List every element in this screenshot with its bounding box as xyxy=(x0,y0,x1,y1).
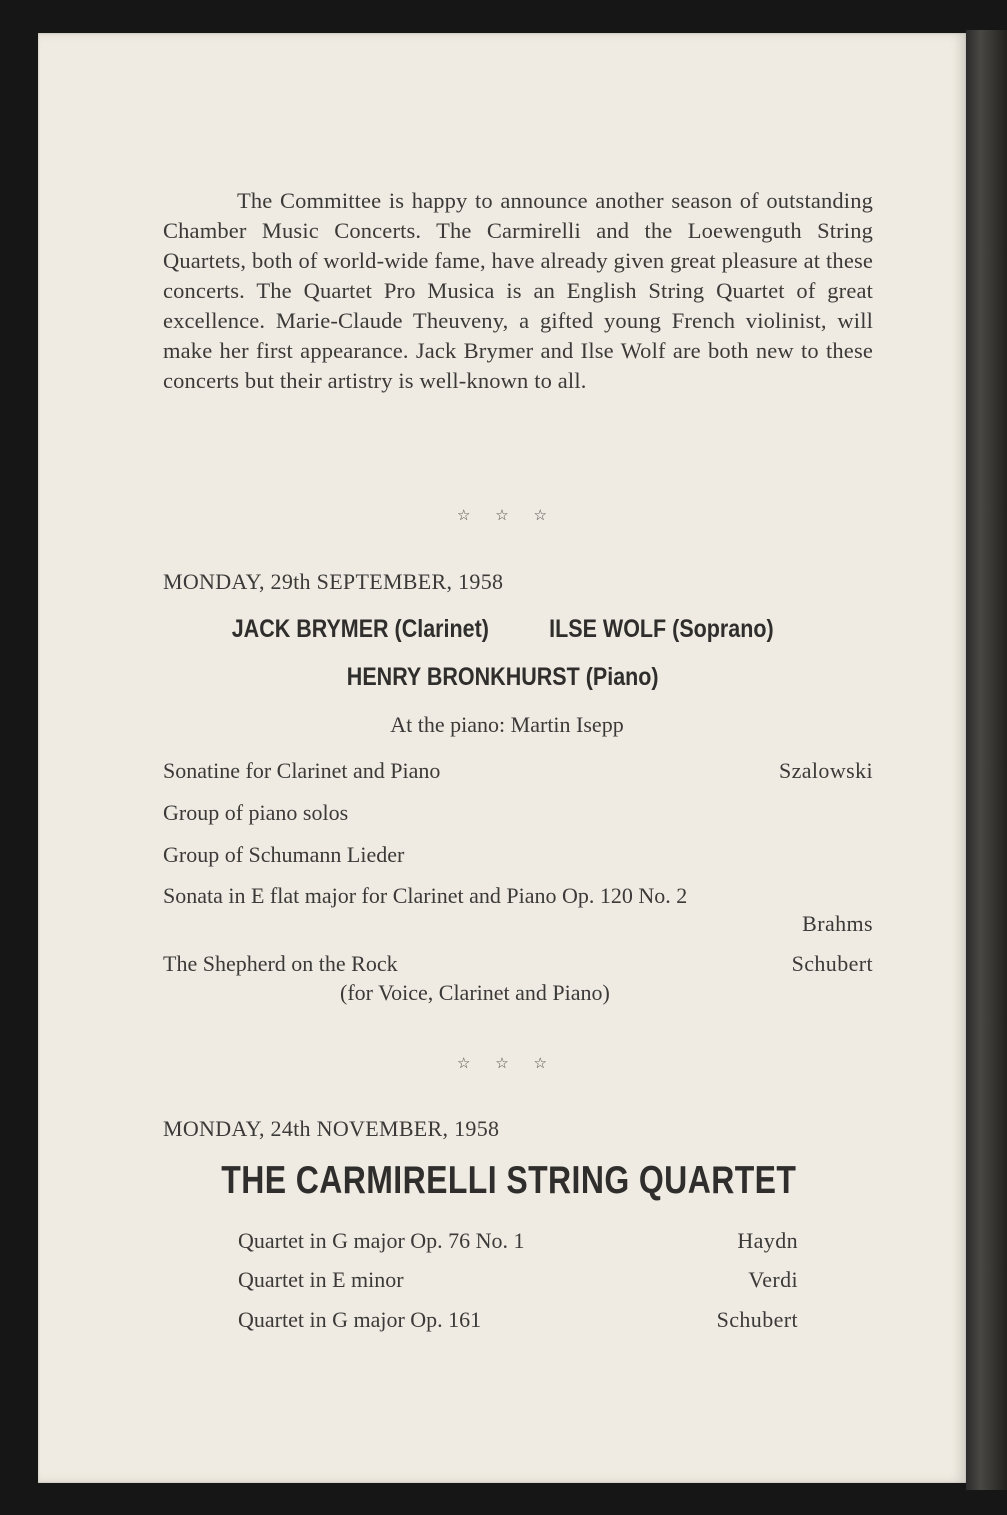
composer: Szalowski xyxy=(778,758,873,783)
performer-bronkhurst: HENRY BRONKHURST (Piano) xyxy=(346,663,659,691)
programme-page xyxy=(38,33,966,1483)
composer: Haydn xyxy=(737,1228,798,1253)
work-title: Quartet in G major Op. 161 xyxy=(238,1307,482,1332)
performer-brymer: JACK BRYMER (Clarinet) xyxy=(231,615,489,643)
programme-item xyxy=(163,799,873,827)
work-title: The Shepherd on the Rock xyxy=(163,951,398,976)
programme-item xyxy=(163,882,873,938)
programme-item xyxy=(238,1266,798,1294)
composer: Brahms xyxy=(802,911,873,936)
concert1-performers-row xyxy=(104,615,902,644)
performer-wolf: ILSE WOLF (Soprano) xyxy=(549,615,774,643)
composer: Verdi xyxy=(748,1267,798,1292)
programme-item xyxy=(163,757,873,785)
programme-item xyxy=(163,841,873,869)
concert2-date: MONDAY, 24th NOVEMBER, 1958 xyxy=(163,1116,500,1141)
work-title: Group of piano solos xyxy=(163,800,349,825)
composer: Schubert xyxy=(791,951,873,976)
programme-item xyxy=(238,1306,798,1334)
quartet-title: THE CARMIRELLI STRING QUARTET xyxy=(221,1159,797,1202)
work-title: Sonatine for Clarinet and Piano xyxy=(163,758,441,783)
work-title: Quartet in E minor xyxy=(238,1267,404,1292)
page-content xyxy=(38,33,966,1483)
star-separator: ☆ ☆ ☆ xyxy=(457,1054,557,1072)
work-title: Quartet in G major Op. 76 No. 1 xyxy=(238,1228,525,1253)
work-title: Group of Schumann Lieder xyxy=(163,842,405,867)
work-title: Sonata in E flat major for Clarinet and Piano Op. 120 No. 2 xyxy=(163,883,688,908)
composer: Schubert xyxy=(716,1307,798,1332)
concert1-date: MONDAY, 29th SEPTEMBER, 1958 xyxy=(163,569,504,594)
star-separator: ☆ ☆ ☆ xyxy=(457,506,557,524)
accompanist-line: At the piano: Martin Isepp xyxy=(390,712,624,737)
work-note: (for Voice, Clarinet and Piano) xyxy=(340,980,610,1005)
programme-item xyxy=(163,950,873,978)
adjacent-page-edge xyxy=(966,30,1007,1490)
programme-item xyxy=(238,1227,798,1255)
intro-paragraph: The Committee is happy to announce another season of outstanding Chamber Music Concerts. The Carmirelli and the Loewenguth String Quartets, both of world-wide fame, have already given great pleasure at these concerts. The Quartet Pro Musica is an English String Quartet of great excellence. Marie-Claude Theuveny, a gifted young French violinist, will make her first appearance. Jack Brymer and Ilse Wolf are both new to these concerts but their artistry is well-known to all. xyxy=(163,188,873,393)
